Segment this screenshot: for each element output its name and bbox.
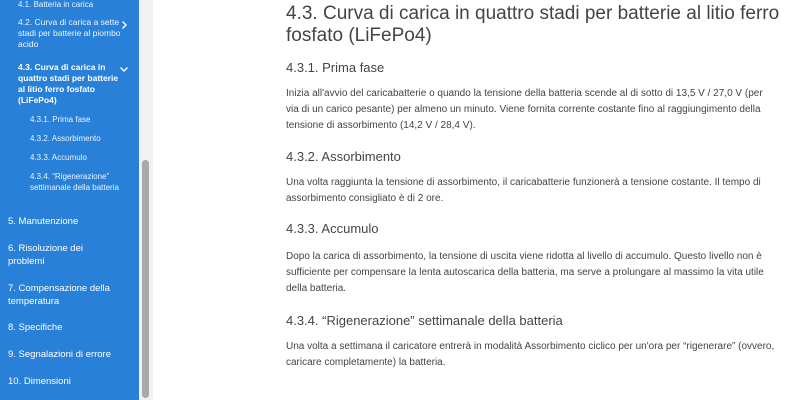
main-content [286,0,786,400]
sidebar-item-label: 10. Dimensioni [8,376,71,387]
page-title: 4.3. Curva di carica in quattro stadi per batterie al litio ferro fosfato (LiFePo4) [286,3,780,46]
sidebar-item-label: 4.3.1. Prima fase [30,115,91,124]
sidebar-item-10[interactable] [0,376,139,389]
sidebar-item-label: 8. Specifiche [8,322,63,333]
sidebar-item-4-3-4[interactable] [0,172,139,193]
section-body-accumulo: Dopo la carica di assorbimento, la tensione di uscita viene ridotta al livello di accumulo. Questo livello non è sufficiente per compensare la lenta autoscarica della batteria, ma serve a prolungare al massimo la vita utile della batteria. [286,251,764,294]
sidebar-item-4-3[interactable] [0,62,139,106]
section-body-rigenerazione: Una volta a settimana il caricatore entrerà in modalità Assorbimento ciclico per un'ora per “rigenerare” (ovvero, caricare completamente) la batteria. [286,341,775,368]
section-body-assorbimento: Una volta raggiunta la tensione di assorbimento, il caricabatterie funzionerà a tensione costante. Il tempo di assorbimento consigliato è di 2 ore. [286,177,761,204]
section-heading-rigenerazione: 4.3.4. “Rigenerazione” settimanale della batteria [286,313,563,328]
sidebar-item-label: 4.3.3. Accumulo [30,153,87,162]
section-heading-assorbimento: 4.3.2. Assorbimento [286,149,401,164]
sidebar-item-label: 6. Risoluzione dei problemi [8,243,83,267]
sidebar-item-label: 4.3.2. Assorbimento [30,134,101,143]
sidebar-item-label: 4.3.4. “Rigenerazione” settimanale della batteria [30,172,119,192]
chevron-right-icon[interactable] [119,20,129,30]
sidebar-item-label: 4.1. Batteria in carica [18,0,94,9]
sidebar-item-7[interactable] [0,283,139,308]
sidebar-item-label: 9. Segnalazioni di errore [8,349,111,360]
sidebar-item-label: 5. Manutenzione [8,216,79,227]
sidebar-item-6[interactable] [0,243,139,268]
sidebar-item-label: 4.3. Curva di carica in quattro stadi per batterie al litio ferro fosfato (LiFePo4) [18,62,119,105]
section-body-prima-fase: Inizia all'avvio del caricabatterie o quando la tensione della batteria scende al di sotto di 13,5 V / 27,0 V (per via di un carico pesante) per almeno un minuto. Viene fornita corrente costante fino al raggiungimento della tensione di assorbimento (14,2 V / 28,4 V). [286,88,763,131]
sidebar-scrollbar[interactable] [139,0,153,400]
sidebar-item-4-2[interactable] [0,17,139,50]
sidebar-nav [0,0,139,400]
sidebar-item-label: 7. Compensazione della temperatura [8,283,110,307]
sidebar-item-4-3-1[interactable] [0,115,139,126]
chevron-down-icon[interactable] [119,64,129,74]
section-heading-accumulo: 4.3.3. Accumulo [286,221,379,236]
sidebar-item-4-1[interactable] [0,0,139,11]
sidebar-item-4-3-2[interactable] [0,134,139,145]
sidebar-item-9[interactable] [0,349,139,362]
sidebar-item-8[interactable] [0,322,139,335]
sidebar-item-label: 4.2. Curva di carica a sette stadi per batterie al piombo acido [18,17,121,49]
sidebar-item-5[interactable] [0,216,139,229]
sidebar-item-4-3-3[interactable] [0,153,139,164]
scrollbar-thumb[interactable] [142,160,149,398]
section-heading-prima-fase: 4.3.1. Prima fase [286,60,385,75]
